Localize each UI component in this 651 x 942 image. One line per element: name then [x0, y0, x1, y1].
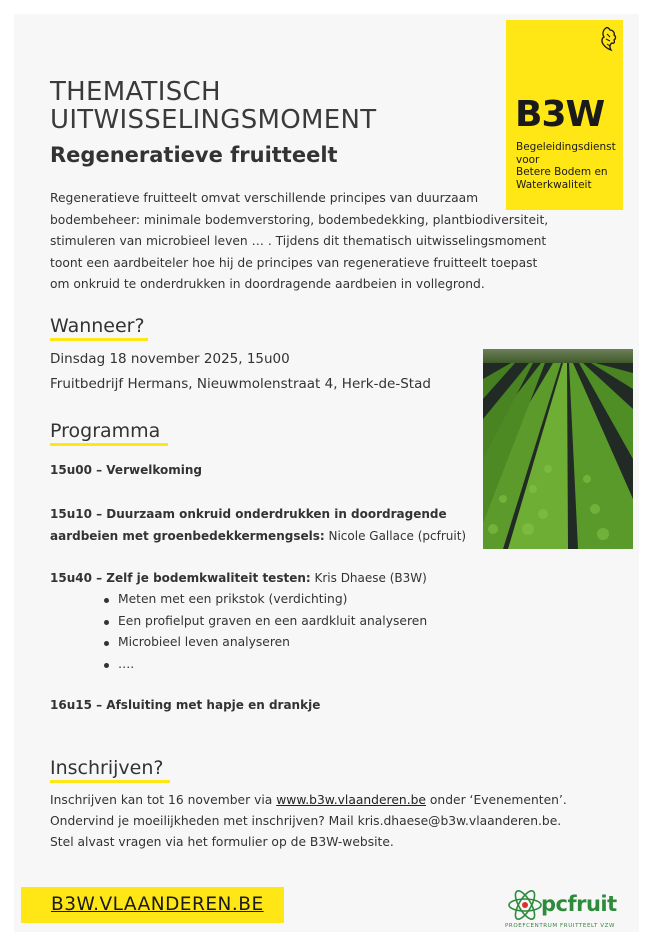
intro-line: bodembeheer: minimale bodemverstoring, bodembedekking, plantbiodiversiteit,	[50, 212, 549, 227]
program-item-welcome	[50, 463, 202, 477]
heading-underline	[50, 338, 148, 341]
website-link[interactable]: B3W.VLAANDEREN.BE	[51, 894, 264, 915]
intro-line: Regeneratieve fruitteelt omvat verschillende principes van duurzaam	[50, 191, 479, 205]
heading-underline	[50, 780, 170, 783]
heading-underline	[50, 443, 168, 446]
b3w-logo-text: B3W	[515, 94, 605, 135]
event-date: Dinsdag 18 november 2025, 15u00	[50, 351, 290, 367]
program-item-text: 16u15 – Afsluiting met hapje en drankje	[50, 698, 321, 712]
page-subtitle: Regeneratieve fruitteelt	[50, 143, 338, 167]
programma-heading-text: Programma	[50, 420, 161, 442]
registration-text: onder ‘Evenementen’.	[425, 793, 567, 807]
event-location: Fruitbedrijf Hermans, Nieuwmolenstraat 4, Herk-de-Stad	[50, 376, 431, 392]
pcfruit-wordmark: pcfruit	[541, 892, 617, 916]
program-item-closing	[50, 698, 320, 712]
inschrijven-heading-text: Inschrijven?	[50, 757, 164, 779]
b3w-logo	[506, 20, 623, 210]
logo-sub-line: Waterkwaliteit	[516, 178, 592, 191]
registration-info	[50, 790, 567, 853]
intro-line: toont een aardbeiteler hoe hij de principes van regeneratieve fruitteelt toepast	[50, 255, 538, 270]
strawberry-field-photo	[483, 349, 633, 549]
wanneer-heading	[50, 315, 145, 337]
soil-test-list	[104, 589, 427, 675]
pcfruit-logo	[505, 887, 633, 935]
page-title	[50, 78, 376, 134]
intro-paragraph	[50, 188, 590, 296]
inschrijven-heading	[50, 757, 163, 779]
list-item: Een profielput graven en een aardkluit analyseren	[104, 611, 427, 633]
b3w-logo-subtitle	[516, 141, 620, 191]
logo-sub-line: Betere Bodem en	[516, 166, 608, 178]
registration-text: Inschrijven kan tot 16 november via	[50, 793, 277, 807]
list-item: ….	[104, 654, 427, 676]
program-item-weeds	[50, 507, 447, 521]
program-item-text: 15u40 – Zelf je bodemkwaliteit testen:	[50, 571, 311, 585]
flemish-lion-icon	[598, 26, 618, 52]
registration-line-1	[50, 790, 567, 811]
program-item-text: 15u00 – Verwelkoming	[50, 463, 202, 477]
program-item-text: 15u10 – Duurzaam onkruid onderdrukken in doordragende	[50, 507, 447, 521]
pcfruit-tagline: PROEFCENTRUM FRUITTEELT VZW	[505, 923, 616, 929]
program-item-soil	[50, 571, 427, 585]
title-line-2: UITWISSELINGSMOMENT	[50, 105, 377, 135]
programma-heading	[50, 420, 160, 442]
registration-line-2: Ondervind je moeilijkheden met inschrijven? Mail kris.dhaese@b3w.vlaanderen.be.	[50, 814, 562, 828]
intro-line: stimuleren van microbieel leven … . Tijdens dit thematisch uitwisselingsmoment	[50, 234, 547, 248]
pcfruit-atom-icon	[507, 889, 543, 921]
registration-link[interactable]: www.b3w.vlaanderen.be	[276, 793, 426, 807]
logo-sub-line: Begeleidingsdienst	[516, 141, 616, 153]
list-item: Microbieel leven analyseren	[104, 632, 427, 654]
list-item: Meten met een prikstok (verdichting)	[104, 589, 427, 611]
intro-line: om onkruid te onderdrukken in doordragende aardbeien in vollegrond.	[50, 277, 485, 291]
logo-sub-line: voor	[516, 153, 540, 166]
program-item-weeds-cont	[50, 529, 466, 543]
program-speaker: Kris Dhaese (B3W)	[310, 571, 427, 585]
website-banner[interactable]	[21, 887, 284, 923]
title-line-1: THEMATISCH	[50, 77, 221, 107]
registration-line-3: Stel alvast vragen via het formulier op de B3W-website.	[50, 835, 394, 849]
wanneer-heading-text: Wanneer?	[50, 315, 145, 337]
program-speaker: Nicole Gallace (pcfruit)	[324, 529, 467, 543]
program-item-text: aardbeien met groenbedekkermengsels:	[50, 529, 325, 543]
